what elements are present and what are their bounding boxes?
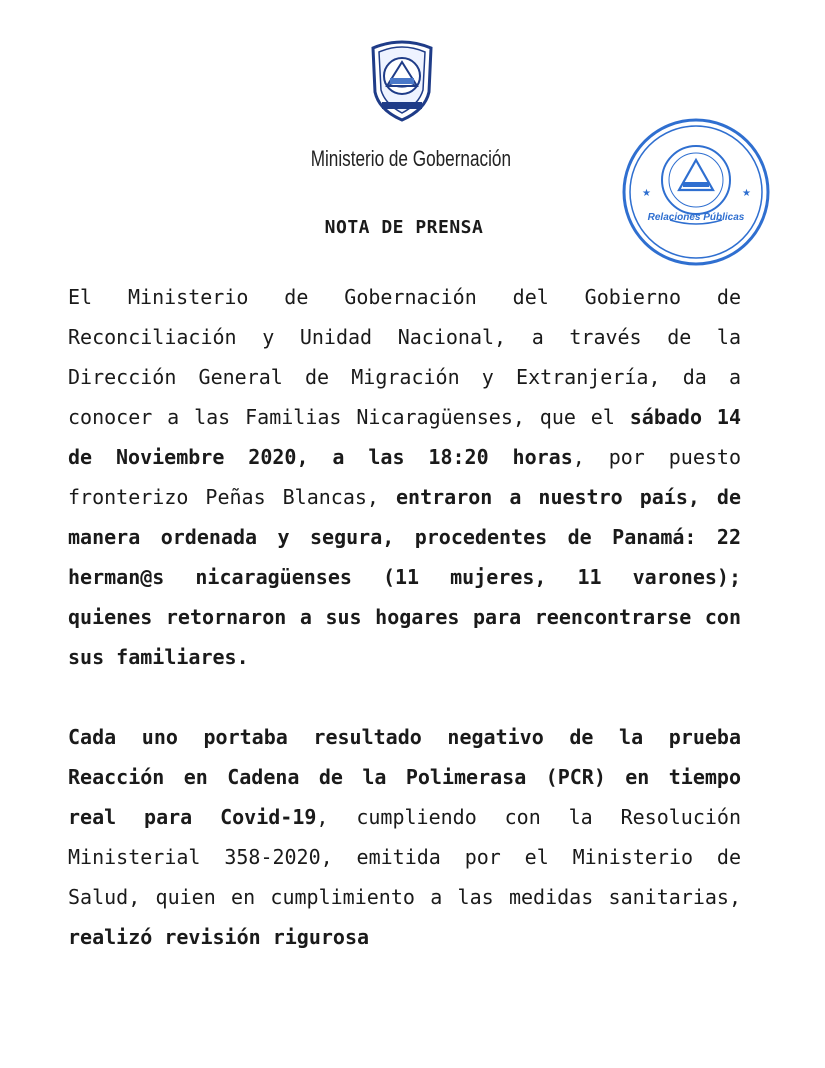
paragraph-2-bold-revision: realizó revisión rigurosa — [68, 925, 370, 949]
paragraph-arrival — [68, 277, 741, 677]
nota-de-prensa-title: NOTA DE PRENSA — [324, 217, 484, 238]
paragraph-1-text-b: , por puesto fronterizo Peñas Blancas, — [68, 445, 741, 509]
relaciones-publicas-stamp — [620, 116, 772, 268]
ministry-title: Ministerio de Gobernación — [310, 146, 512, 171]
paragraph-1-text-a: El Ministerio de Gobernación del Gobierno de Reconciliación y Unidad Nacional, a través de la Dirección General de Migración y Extranjería, da a conocer a las Familias Nicaragüenses, que el — [68, 285, 741, 429]
paragraph-2-bold-pcr: Cada uno portaba resultado negativo de la prueba Reacción en Cadena de la Polimerasa (PCR) en tiempo real para Covid-19 — [68, 725, 741, 829]
paragraph-2-text: , cumpliendo con la Resolución Ministerial 358-2020, emitida por el Ministerio de Salud, quien en cumplimiento a las medidas sanitarias, — [68, 805, 741, 909]
paragraph-pcr — [68, 717, 741, 957]
svg-text:★: ★ — [742, 188, 751, 199]
svg-text:Relaciones Públicas: Relaciones Públicas — [647, 212, 745, 223]
svg-text:★: ★ — [642, 188, 651, 199]
paragraph-1-bold-entry: entraron a nuestro país, de manera ordenada y segura, procedentes de Panamá: 22 herman@s nicaragüenses (11 mujeres, 11 varones); quienes retornaron a sus hogares para reencontrarse con sus familiares. — [68, 485, 742, 669]
paragraph-1-bold-date: sábado 14 de Noviembre 2020, a las 18:20 horas — [68, 405, 741, 469]
ministry-shield-logo — [367, 34, 437, 124]
